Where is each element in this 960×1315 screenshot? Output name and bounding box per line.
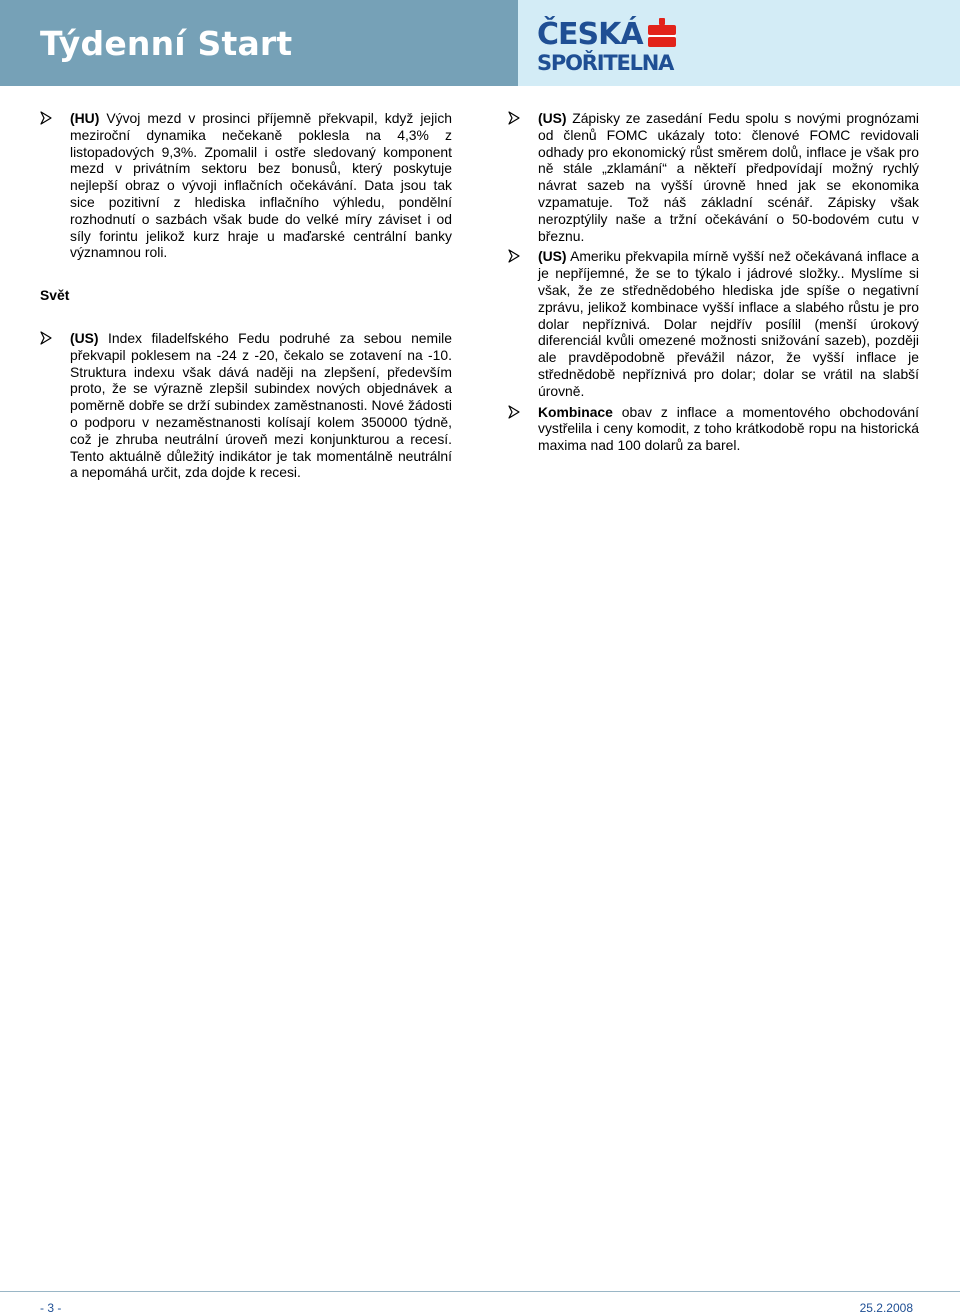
ceska-sporitelna-logo [537,16,687,76]
news-text: Vývoj mezd v prosinci příjemně překvapil, když jejich meziroční dynamika nečekaně poklesla na 4,3% z listopadových 9,3%. Zpomalil i ostře sledovaný komponent mezd v privátním sektoru bez bonusů, který poskytuje nejlepší obraz o vývoji inflačních očekávání. Data jsou tak sice pozitivní z hlediska inflačního výhledu, pondělní rozhodnutí o sazbách však bude do velké míry záviset i od síly forintu jelikož kurz hraje u maďarské centrální banky významnou roli. [70,110,452,261]
logo-line-sporitelna: SPOŘITELNA [537,51,674,75]
news-paragraph-inflation [538,248,919,399]
page-footer [0,1291,960,1315]
header-title-band [0,0,518,86]
page-header [0,0,960,86]
arrowhead-bullet-icon [508,249,520,263]
page-title: Týdenní Start [40,24,293,63]
bank-logo-mark-icon [645,18,679,48]
news-paragraph-fomc [538,110,919,244]
logo-line-ceska: ČESKÁ [537,17,643,52]
publication-date: 25.2.2008 [859,1301,913,1315]
arrowhead-bullet-icon [508,111,520,125]
region-tag: (US) [70,329,99,346]
region-tag: (US) [538,248,567,265]
news-paragraph-hu [70,110,452,261]
right-column [508,110,919,454]
arrowhead-bullet-icon [40,331,52,345]
list-item [40,330,452,481]
list-item [508,110,919,244]
news-text: Index filadelfského Fedu podruhé za sebou nemile překvapil poklesem na -24 z -20, čekalo se zotavení na -10. Struktura indexu však dává naději na zlepšení, především proto, že se výrazně zlepšil subindex nových objednávek a poměrně dobře se drží subindex zaměstnanosti. Nové žádosti o podporu v nezaměstnanosti kolísají kolem 350000 týdně, což je zhruba neutrální úroveň mezi konjunkturou a recesí. Tento aktuálně důležitý indikátor je tak momentálně neutrální a nepomáhá určit, zda dojde k recesi. [70,329,452,481]
list-item [508,404,919,454]
news-text: Zápisky ze zasedání Fedu spolu s novými prognózami od členů FOMC ukázaly toto: členové FOMC revidovali odhady pro ekonomický růst směrem dolů, inflace je však pro ně stále „zklamání“ a někteří předpovídají možný rychlý návrat sazeb na vyšší úrovně hned jak se ekonomika vzpamatuje. Tož náš základní scénář. Zápisky však nerozptýlily naše a tržní očekávání o 50-bodovém cutu v březnu. [538,110,919,244]
page-number: - 3 - [40,1301,62,1315]
region-tag: (US) [538,110,567,126]
news-paragraph-us [70,330,452,481]
region-tag: (HU) [70,110,100,126]
arrowhead-bullet-icon [508,405,520,419]
arrowhead-bullet-icon [40,111,52,125]
news-text: Ameriku překvapila mírně vyšší než očekávaná inflace a je nepříjemné, že se to týkalo i jádrové složky.. Myslíme si však, že ze střednědobého hlediska jde spíše o negativní zprávu, jelikož kombinace vyšší inflace a slabého růstu je pro dolar nepříznivá. Dolar nejdřív posílil (menší úrokový diferenciál kvůli omezené možnosti snižování sazeb), později ale pravděpodobně převážil názor, že vyšší inflace je střednědobě nepříznivá pro dolar; dolar se vrátil na slabší úrovně. [538,248,919,399]
news-text: obav z inflace a momentového obchodování vystřelila i ceny komodit, z toho krátkodobě ropu na historická maxima nad 100 dolarů za barel. [538,403,919,454]
left-column [40,110,452,481]
list-item [508,248,919,399]
section-heading: Svět [40,287,70,304]
list-item [40,110,452,261]
lead-word: Kombinace [538,403,613,420]
news-paragraph-commodities [538,404,919,454]
